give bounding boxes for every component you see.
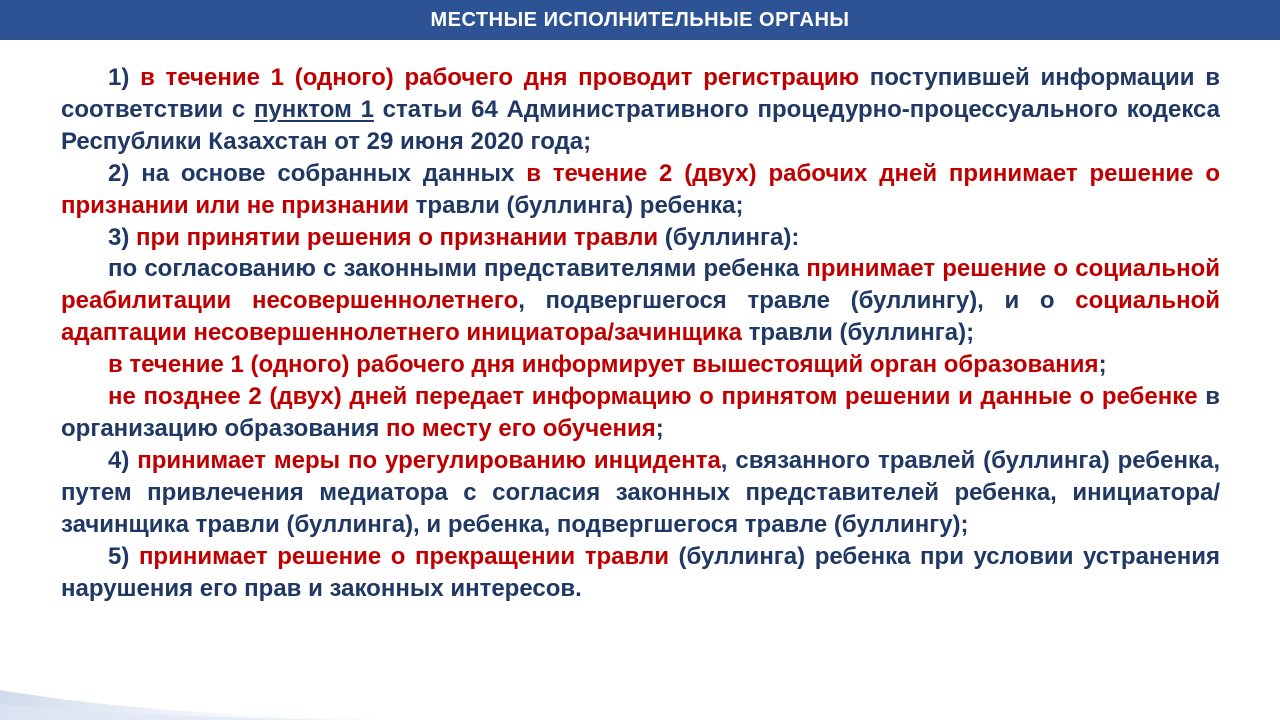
link-reference: пунктом 1 [253, 95, 374, 123]
paragraph [61, 222, 1220, 254]
highlighted-text: в течение 2 (двух) рабочих дней принимает решение о признании или не признании [61, 159, 1220, 219]
paragraph [61, 349, 1220, 381]
highlighted-text: социальной адаптации несовершеннолетнего инициатора/зачинщика [61, 287, 1220, 347]
paragraph [61, 541, 1220, 605]
paragraph [61, 445, 1220, 541]
header-bar [0, 0, 1280, 40]
text-segment: статьи 64 Административного процедурно-процессуального кодекса Республики Казахстан от 29 июня 2020 года; [61, 95, 1221, 155]
text-segment: поступившей информации в соответствии с [61, 64, 1220, 123]
text-segment: ; [655, 414, 664, 442]
page-title: МЕСТНЫЕ ИСПОЛНИТЕЛЬНЫЕ ОРГАНЫ [430, 8, 850, 31]
text-segment: ; [1098, 351, 1107, 379]
highlighted-text: принимает решение о социальной реабилитации несовершеннолетнего [61, 255, 1221, 315]
text-segment: 4) [108, 446, 138, 474]
text-segment: 1) [108, 64, 141, 91]
text-segment: травли (буллинга); [741, 319, 975, 347]
highlighted-text: в течение 1 (одного) рабочего дня информирует вышестоящий орган образования [108, 351, 1099, 379]
text-segment: травли (буллинга) ребенка; [408, 191, 744, 219]
text-segment: 5) [108, 542, 139, 570]
text-segment: (буллинга) ребенка при условии устранения нарушения его прав и законных интересов. [61, 542, 1221, 602]
highlighted-text: принимает решение о прекращении травли [138, 542, 669, 570]
text-segment: (буллинга): [658, 223, 800, 251]
paragraph [61, 381, 1220, 445]
text-segment: 2) на основе собранных данных [108, 159, 527, 187]
paragraph [61, 62, 1220, 158]
highlighted-text: в течение 1 (одного) рабочего дня проводит регистрацию [140, 64, 860, 91]
highlighted-text: не позднее 2 (двух) дней передает информацию о принятом решении и данные о ребенке [108, 383, 1198, 411]
text-segment: , подвергшегося травле (буллингу), и о [518, 287, 1076, 315]
paragraph [61, 253, 1220, 349]
text-segment: 3) [108, 223, 137, 251]
text-segment: , связанного травлей (буллинга) ребенка, путем привлечения медиатора с согласия законных представителей ребенка, инициатора/зачинщика травли (буллинга), и ребенка, подвергшегося травле (буллингу); [61, 446, 1220, 538]
decorative-swoosh [0, 660, 420, 720]
text-segment: в организацию образования [61, 383, 1221, 442]
highlighted-text: принимает меры по урегулированию инцидента [137, 446, 721, 474]
document-body [61, 62, 1220, 604]
highlighted-text: при принятии решения о признании травли [136, 223, 659, 251]
highlighted-text: по месту его обучения [386, 414, 656, 442]
text-segment: по согласованию с законными представителями ребенка [108, 255, 807, 283]
paragraph [61, 158, 1220, 222]
